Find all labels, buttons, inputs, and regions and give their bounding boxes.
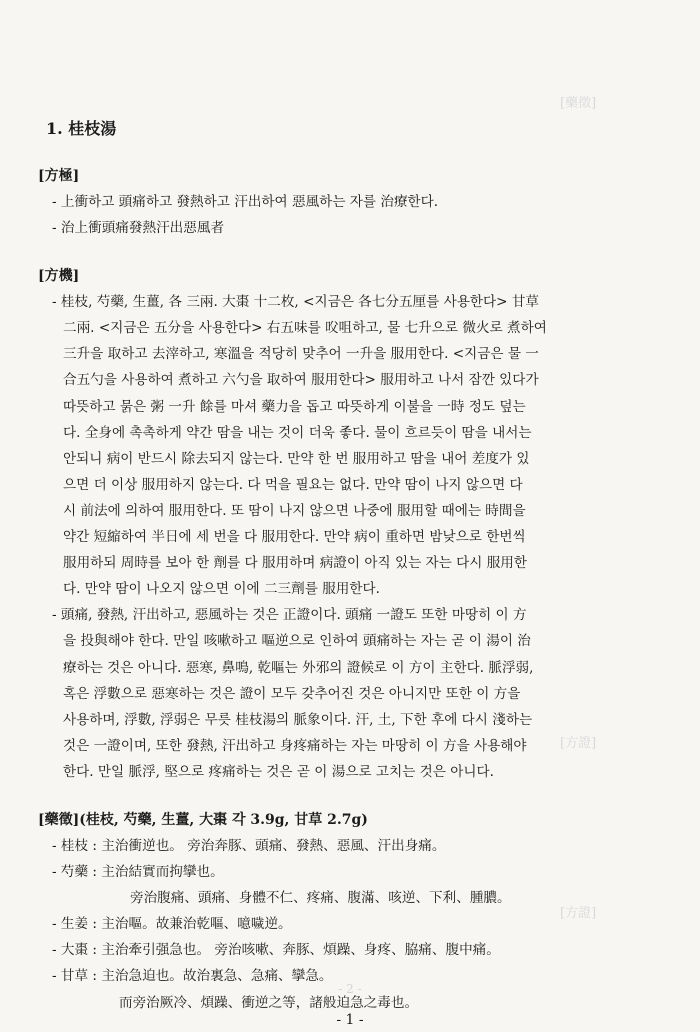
bleed-through-heading-bottom: [方證] — [560, 906, 597, 921]
bleed-through-page-number: - 2 - — [338, 982, 362, 996]
fanggi-line: - 桂枝, 芍藥, 生薑, 各 三兩. 大棗 十二枚, <지금은 各七分五厘를 사용한다> 甘草 — [52, 294, 540, 311]
page-number: - 1 - — [336, 1012, 364, 1028]
bleed-through-heading-top: [藥徵] — [560, 96, 597, 111]
page-content — [38, 116, 658, 1016]
fanggi-line: 으면 더 이상 服用하지 않는다. 다 먹을 필요는 없다. 만약 땀이 나지 않으면 다 — [63, 476, 523, 493]
bleed-through-heading-mid: [方證] — [560, 736, 597, 751]
section-heading-fanggi: [方機] — [38, 268, 80, 285]
yakjing-line: 而旁治厥冷、煩躁、衝逆之等，諸般迫急之毒也。 — [119, 994, 419, 1011]
fanggeuk-line: - 治上衝頭痛發熱汗出惡風者 — [52, 220, 225, 237]
fanggi-line: 二兩. <지금은 五分을 사용한다> 右五味를 㕮咀하고, 물 七升으로 微火로 煮하여 — [63, 320, 547, 337]
fanggi-line: 한다. 만일 脈浮, 堅으로 疼痛하는 것은 곧 이 湯으로 고치는 것은 아니다. — [63, 763, 494, 780]
page-title: 1. 桂枝湯 — [46, 119, 117, 138]
fanggi-line: 약간 短縮하여 半日에 세 번을 다 服用한다. 만약 病이 重하면 밤낮으로 한번씩 — [63, 529, 526, 546]
yakjing-line: 旁治腹痛、頭痛、身體不仁、疼痛、腹滿、咳逆、下利、腫膿。 — [130, 890, 511, 907]
fanggi-line: 三升을 取하고 去滓하고, 寒溫을 적당히 맞추어 一升을 服用한다. <지금은 물 一 — [63, 346, 539, 363]
fanggi-line: 療하는 것은 아니다. 惡寒, 鼻鳴, 乾嘔는 外邪의 證候로 이 方이 主한다. 脈浮弱, — [63, 659, 534, 676]
fanggi-line: 合五勺을 사용하여 煮하고 六勺을 取하여 服用한다> 服用하고 나서 잠깐 있다가 — [63, 372, 539, 389]
fanggi-line: 다. 만약 땀이 나오지 않으면 이에 二三劑를 服用한다. — [63, 581, 380, 598]
fanggi-line: 혹은 浮數으로 惡寒하는 것은 證이 모두 갖추어진 것은 아니지만 또한 이 方을 — [63, 685, 521, 702]
fanggi-line: 안되니 病이 반드시 除去되지 않는다. 만약 한 번 服用하고 땀을 내어 差度가 있 — [63, 450, 530, 467]
fanggeuk-line: - 上衝하고 頭痛하고 發熱하고 汗出하여 惡風하는 자를 治療한다. — [52, 194, 439, 210]
fanggi-line: 服用하되 周時를 보아 한 劑를 다 服用하며 病證이 아직 있는 자는 다시 服用한 — [63, 555, 528, 572]
yakjing-line: - 大棗 : 主治牽引强急也。 旁治咳嗽、奔豚、煩躁、身疼、脇痛、腹中痛。 — [52, 942, 500, 959]
fanggi-line: 사용하며, 浮數, 浮弱은 무릇 桂枝湯의 脈象이다. 汗, 土, 下한 후에 다시 淺하는 — [63, 711, 533, 728]
yakjing-line: - 桂枝 : 主治衝逆也。 旁治奔豚、頭痛、發熱、惡風、汗出身痛。 — [52, 837, 446, 854]
fanggi-line: 것은 一證이며, 또한 發熱, 汗出하고 身疼痛하는 자는 마땅히 이 方을 사용해야 — [63, 737, 527, 754]
fanggi-line: - 頭痛, 發熱, 汗出하고, 惡風하는 것은 正證이다. 頭痛 一證도 또한 마땅히 이 方 — [52, 607, 527, 624]
fanggi-line: 시 前法에 의하여 服用한다. 또 땀이 나지 않으면 나중에 服用할 때에는 時間을 — [63, 502, 526, 519]
section-heading-fanggeuk: [方極] — [38, 168, 80, 184]
fanggi-line: 을 投與해야 한다. 만일 咳嗽하고 嘔逆으로 인하여 頭痛하는 자는 곧 이 湯이 治 — [63, 633, 531, 650]
yakjing-line: - 生姜 : 主治嘔。故兼治乾嘔、噫噦逆。 — [52, 916, 292, 933]
fanggi-line: 다. 全身에 촉촉하게 약간 땀을 내는 것이 더욱 좋다. 물이 흐르듯이 땀을 내서는 — [63, 424, 532, 441]
fanggi-line: 따뜻하고 묽은 粥 一升 餘를 마셔 藥力을 돕고 따뜻하게 이불을 一時 정도 덮는 — [63, 398, 526, 415]
yakjing-line: - 芍藥 : 主治結實而拘攣也。 — [52, 864, 224, 881]
section-heading-yakjing: [藥徵](桂枝, 芍藥, 生薑, 大棗 각 3.9g, 甘草 2.7g) — [38, 811, 368, 828]
yakjing-line: - 甘草 : 主治急迫也。故治裏急、急痛、攣急。 — [52, 968, 333, 985]
